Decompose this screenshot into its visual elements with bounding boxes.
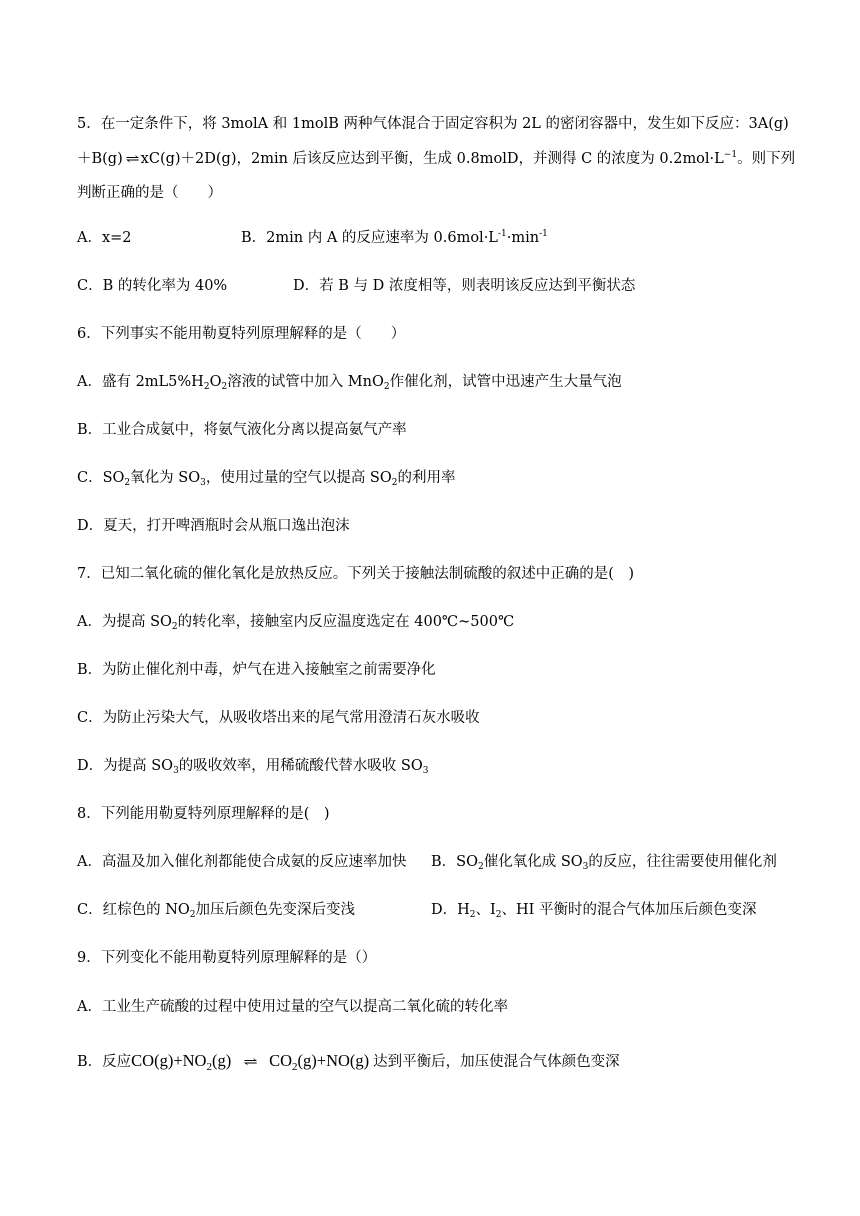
q5-text: 5．在一定条件下，将 3molA 和 1molB 两种气体混合于固定容积为 2L 的密闭容器中，发生如下反应：3A(g) [77,116,789,132]
q6-option-a [77,371,622,393]
q8-option-d-text: 、HI 平衡时的混合气体加压后颜色变深 [501,902,757,918]
q8-text: 8．下列能用勒夏特列原理解释的是( ) [77,806,330,822]
q5-text: xC(g)＋2D(g)，2min 后该反应达到平衡，生成 0.8molD，并测得 C 的浓度为 0.2mol·L [140,151,724,167]
q8-option-b-text: B．SO [431,854,478,870]
subscript: 2 [171,622,178,632]
q5-option-a: A．x=2 [77,230,132,246]
q9-equation-left [131,1051,232,1073]
q8-option-b-text: 催化氧化成 SO [483,854,583,870]
q6-option-a-text: 溶液的试管中加入 MnO [227,374,384,390]
q5-text: 。则下列 [737,151,796,167]
q6-option-c-text: C．SO [77,470,125,486]
q6-option-c-text: ，使用过量的空气以提高 SO [205,470,392,486]
q8-option-c [77,899,355,921]
q8-option-c-text: 加压后颜色先变深后变浅 [195,902,356,918]
subscript: 2 [124,478,131,488]
superscript: -1 [497,229,507,239]
q6-option-b [77,419,407,441]
subscript: 3 [582,862,589,872]
q8-option-b [431,851,777,873]
q9-stem [77,947,376,969]
q5-option-b: B．2min 内 A 的反应速率为 0.6mol·L [241,230,498,246]
q7-option-c [77,707,480,729]
equation-text: (g) [211,1051,232,1070]
q5-text: ＋B(g) [77,151,123,167]
q9-option-b [77,1050,620,1074]
subscript: 2 [383,382,390,392]
q8-option-c-text: C．红棕色的 NO [77,902,190,918]
q6-text: 6．下列事实不能用勒夏特列原理解释的是（ ） [77,326,406,342]
q8-option-a [77,851,406,873]
q9-option-b-text: B．反应 [77,1054,132,1070]
q9-equation-right [269,1051,370,1073]
q9-option-a-text: A．工业生产硫酸的过程中使用过量的空气以提高二氧化硫的转化率 [77,999,508,1015]
equilibrium-arrow-icon: ⇌ [125,152,139,167]
superscript: −1 [723,150,738,160]
q6-option-a-text: O [209,374,222,390]
q6-option-d [77,515,350,537]
q7-option-c-text: C．为防止污染大气，从吸收塔出来的尾气常用澄清石灰水吸收 [77,710,480,726]
subscript: 3 [422,766,429,776]
q5-options-row-1b [241,227,548,249]
q9-option-b-text: 达到平衡后，加压使混合气体颜色变深 [373,1054,620,1070]
subscript: 3 [200,478,206,488]
subscript: 3 [173,766,179,776]
subscript: 2 [203,382,210,392]
q6-option-a-text: A．盛有 2mL5%H [77,374,204,390]
q7-option-b-text: B．为防止催化剂中毒，炉气在进入接触室之前需要净化 [77,662,436,678]
q6-option-c [77,467,456,489]
subscript: 2 [469,910,476,920]
q5-options-row-1 [77,227,132,249]
q6-option-d-text: D．夏天，打开啤酒瓶时会从瓶口逸出泡沫 [77,518,350,534]
q8-stem [77,803,330,825]
q5-text: 判断正确的是（ ） [77,185,222,201]
q7-option-a-text: 的转化率，接触室内反应温度选定在 400℃~500℃ [177,614,515,630]
q8-option-d-text: 、I [475,902,496,918]
q6-stem [77,323,405,345]
q7-text: 7．已知二氧化硫的催化氧化是放热反应。下列关于接触法制硫酸的叙述中正确的是( ) [77,566,635,582]
q6-option-c-text: 氧化为 SO [130,470,201,486]
equation-text: (g)+NO(g) [297,1051,370,1070]
q5-option-b: ·min [506,230,540,246]
q7-stem [77,563,634,585]
q5-option-d: D．若 B 与 D 浓度相等，则表明该反应达到平衡状态 [293,278,636,294]
q6-option-c-text: 的利用率 [397,470,456,486]
q7-option-a-text: A．为提高 SO [77,614,172,630]
q8-option-b-text: 的反应，往往需要使用催化剂 [588,854,777,870]
q8-option-d-text: D．H [431,902,470,918]
q8-option-a-text: A．高温及加入催化剂都能使合成氨的反应速率加快 [77,854,407,870]
q7-option-d-text: D．为提高 SO [77,758,174,774]
q5-stem-line-3 [77,182,222,204]
q5-options-row-2b [293,275,635,297]
q7-option-a [77,611,514,633]
q5-options-row-2 [77,275,227,297]
q5-stem-line-2 [77,148,795,171]
superscript: -1 [539,229,548,239]
q7-option-d [77,755,428,777]
subscript: 2 [206,1061,212,1073]
q5-option-c: C．B 的转化率为 40% [77,278,228,294]
equation-text: CO(g)+NO [131,1051,207,1070]
q6-option-b-text: B．工业合成氨中，将氨气液化分离以提高氨气产率 [77,422,407,438]
equilibrium-arrow-icon: ⇌ [243,1055,257,1070]
q9-text: 9．下列变化不能用勒夏特列原理解释的是（） [77,950,377,966]
q8-option-d [431,899,756,921]
subscript: 2 [495,910,502,920]
subscript: 2 [477,862,484,872]
subscript: 2 [292,1061,298,1073]
q7-option-b [77,659,436,681]
q6-option-a-text: 作催化剂，试管中迅速产生大量气泡 [389,374,622,390]
q7-option-d-text: 的吸收效率，用稀硫酸代替水吸收 SO [178,758,423,774]
subscript: 2 [391,478,398,488]
q9-option-a [77,996,508,1018]
subscript: 2 [189,910,196,920]
q5-stem-line-1 [77,113,789,135]
equation-text: CO [269,1051,293,1070]
subscript: 2 [221,382,228,392]
